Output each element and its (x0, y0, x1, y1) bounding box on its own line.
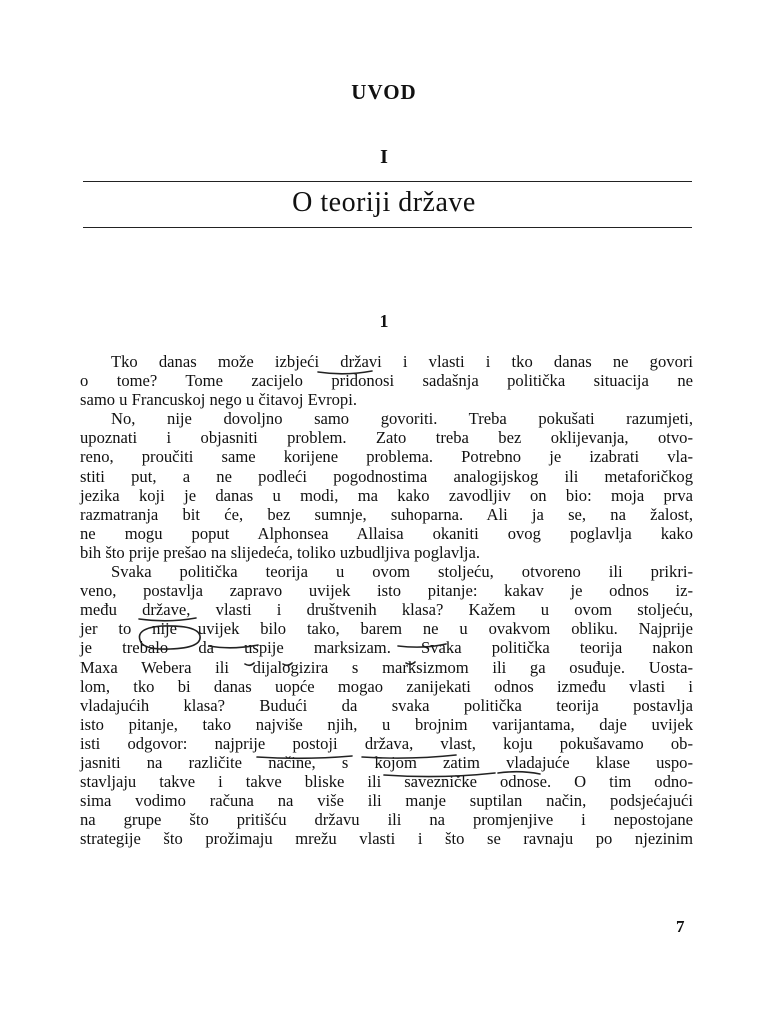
title-rule-bottom (83, 227, 692, 228)
text-line: jezika koji je danas u modi, ma kako zavodljiv on bio: moja prva (80, 485, 693, 505)
text-line: sima vodimo računa na više ili manje suptilan način, podsjećajući (80, 791, 693, 811)
text-line: Svaka politička teorija u ovom stoljeću, otvoreno ili prikri- (111, 562, 693, 582)
chapter-title: O teoriji države (292, 187, 476, 218)
text-line: razmatranja bit će, bez sumnje, suhoparna. Ali ja se, na žalost, (80, 504, 693, 524)
title-rule-top (83, 181, 692, 182)
text-line: No, nije dovoljno samo govoriti. Treba pokušati razumjeti, (111, 409, 693, 429)
text-line: među države, vlasti i društvenih klasa? Kažem u ovom stoljeću, (80, 600, 693, 620)
body-text (80, 352, 693, 848)
text-line: samo u Francuskoj nego u čitavoj Evropi. (80, 390, 357, 410)
text-line: Maxa Webera ili dijalogizira s marksizmom ili ga osuđuje. Uosta- (80, 657, 693, 677)
text-line: isto pitanje, tako najviše njih, u brojnim varijantama, daje uvijek (80, 714, 693, 734)
text-line: lom, tko bi danas uopće mogao zanijekati odnos između vlasti i (80, 676, 693, 696)
text-line: o tome? Tome zacijelo pridonosi sadašnja politička situacija ne (80, 371, 693, 391)
page-number: 7 (676, 917, 685, 936)
text-line: jasniti na različite načine, s kojom zatim vladajuće klase uspo- (80, 752, 693, 772)
text-line: bih što prije prešao na slijedeća, toliko uzbudljiva poglavlja. (80, 542, 480, 562)
section-label: UVOD (351, 80, 417, 104)
text-line: reno, proučiti same korijene problema. Potrebno je izabrati vla- (80, 447, 693, 467)
text-line: stiti put, a ne podleći pogodnostima analogijskog ili metaforičkog (80, 466, 693, 486)
text-line: jer to nije uvijek bilo tako, barem ne u ovakvom obliku. Najprije (80, 619, 693, 639)
text-line: vladajućih klasa? Budući da svaka politička teorija postavlja (80, 695, 693, 715)
subsection-number: 1 (379, 311, 389, 331)
text-line: Tko danas može izbjeći državi i vlasti i tko danas ne govori (111, 352, 693, 371)
text-line: strategije što prožimaju mrežu vlasti i što se ravnaju po njezinim (80, 829, 693, 849)
text-line: ne mogu poput Alphonsea Allaisa okaniti ovog poglavlja kako (80, 523, 693, 543)
text-line: isti odgovor: najprije postoji država, vlast, koju pokušavamo ob- (80, 733, 693, 753)
chapter-number: I (380, 146, 388, 168)
text-line: upoznati i objasniti problem. Zato treba bez oklijevanja, otvo- (80, 428, 693, 448)
text-line: na grupe što pritišću državu ili na promjenjive i nepostojane (80, 810, 693, 830)
text-line: veno, postavlja zapravo uvijek isto pitanje: kakav je odnos iz- (80, 581, 693, 601)
text-line: je trebalo da uspije marksizam. Svaka politička teorija nakon (80, 638, 693, 658)
text-line: stavljaju takve i takve bliske ili savezničke odnose. O tim odno- (80, 772, 693, 792)
